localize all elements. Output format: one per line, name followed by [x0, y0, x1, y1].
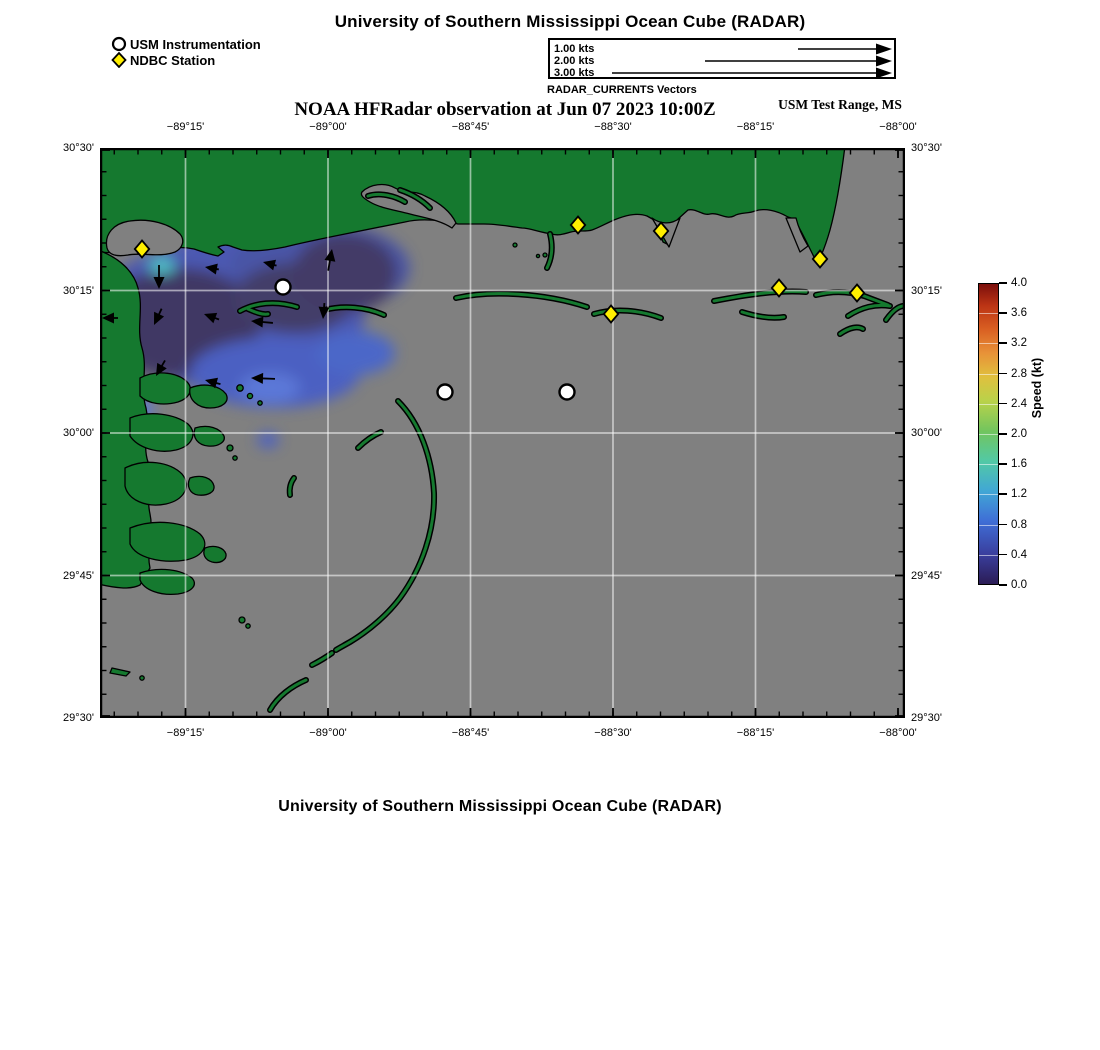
- lat-tick-label: 30°30': [911, 142, 942, 154]
- colorbar-tick-mark: [999, 554, 1007, 556]
- colorbar-tick-mark: [999, 373, 1007, 375]
- legend-row-usm: [111, 36, 261, 52]
- vector-scale-caption: RADAR_CURRENTS Vectors: [547, 84, 697, 96]
- colorbar-tick-label: 2.8: [1011, 367, 1027, 380]
- usm-station-marker: [438, 385, 453, 400]
- colorbar-tick-label: 2.4: [1011, 397, 1027, 410]
- lon-tick-label: −88°00': [879, 121, 917, 133]
- lat-tick-label: 29°45': [911, 569, 942, 582]
- colorbar-tick-mark: [999, 584, 1007, 586]
- map-canvas: [100, 148, 905, 718]
- lat-tick-label: 30°00': [63, 427, 94, 439]
- lat-tick-label: 29°30': [911, 712, 942, 724]
- lon-tick-label: −88°15': [736, 727, 775, 739]
- lon-tick-label: −88°00': [879, 727, 917, 739]
- lon-tick-label: −88°30': [594, 121, 632, 133]
- colorbar-tick-mark: [999, 433, 1007, 435]
- vector-scale-box: [548, 38, 896, 79]
- legend-label-ndbc: NDBC Station: [130, 52, 216, 68]
- colorbar-separator: [979, 555, 998, 556]
- colorbar-separator: [979, 464, 998, 465]
- usm-circle-icon: [111, 36, 127, 52]
- vector-scale-arrows: [550, 40, 894, 77]
- colorbar-tick-mark: [999, 342, 1007, 344]
- speed-colorbar: [978, 283, 999, 585]
- colorbar-tick-label: 3.6: [1011, 307, 1027, 320]
- figure-title-top: University of Southern Mississippi Ocean Cube (RADAR): [334, 12, 806, 31]
- lon-tick-label: −88°30': [594, 727, 632, 739]
- lon-tick-label: −89°15': [166, 121, 205, 133]
- colorbar-tick-label: 4.0: [1011, 277, 1027, 289]
- colorbar-tick-label: 0.0: [1011, 579, 1027, 591]
- colorbar-tick-mark: [999, 463, 1007, 465]
- lat-tick-label: 30°30': [63, 142, 94, 154]
- test-range-label: USM Test Range, MS: [778, 97, 902, 112]
- lat-tick-label: 29°45': [63, 569, 94, 582]
- lon-tick-label: −89°00': [309, 727, 347, 739]
- map-area: [100, 148, 905, 718]
- observation-subtitle: NOAA HFRadar observation at Jun 07 2023 10:00Z: [294, 99, 716, 120]
- colorbar-tick-label: 0.8: [1011, 518, 1027, 531]
- lat-tick-label: 30°00': [911, 427, 942, 439]
- colorbar-tick-label: 0.4: [1011, 548, 1027, 561]
- lat-tick-label: 30°15': [63, 284, 94, 297]
- colorbar-tick-label: 1.2: [1011, 488, 1027, 501]
- legend-row-ndbc: [111, 52, 261, 68]
- colorbar-title: Speed (kt): [1030, 357, 1044, 419]
- legend-label-usm: USM Instrumentation: [130, 36, 261, 52]
- vector-scale-label: 1.00 kts: [554, 43, 595, 55]
- colorbar-separator: [979, 404, 998, 405]
- colorbar-tick-label: 1.6: [1011, 458, 1027, 471]
- marker-legend: [111, 36, 261, 68]
- lat-tick-label: 30°15': [911, 284, 942, 297]
- colorbar-tick-mark: [999, 403, 1007, 405]
- colorbar-separator: [979, 343, 998, 344]
- lon-tick-label: −88°45': [451, 727, 490, 739]
- usm-station-marker: [560, 385, 575, 400]
- colorbar-separator: [979, 434, 998, 435]
- ndbc-diamond-icon: [111, 52, 127, 68]
- colorbar-separator: [979, 525, 998, 526]
- usm-station-marker: [276, 280, 291, 295]
- colorbar-separator: [979, 313, 998, 314]
- colorbar-tick-label: 3.2: [1011, 337, 1027, 350]
- colorbar-separator: [979, 494, 998, 495]
- colorbar-separator: [979, 374, 998, 375]
- colorbar-tick-mark: [999, 493, 1007, 495]
- colorbar-tick-mark: [999, 312, 1007, 314]
- colorbar-tick-mark: [999, 282, 1007, 284]
- colorbar-tick-mark: [999, 524, 1007, 526]
- vector-scale-label: 2.00 kts: [554, 55, 595, 67]
- lon-tick-label: −88°45': [451, 121, 490, 133]
- lon-tick-label: −89°00': [309, 121, 347, 133]
- colorbar-tick-label: 2.0: [1011, 428, 1027, 440]
- vector-scale-label: 3.00 kts: [554, 67, 595, 79]
- figure-title-bottom: University of Southern Mississippi Ocean Cube (RADAR): [278, 798, 722, 815]
- lon-tick-label: −89°15': [166, 727, 205, 739]
- lon-tick-label: −88°15': [736, 121, 775, 133]
- lat-tick-label: 29°30': [63, 712, 94, 724]
